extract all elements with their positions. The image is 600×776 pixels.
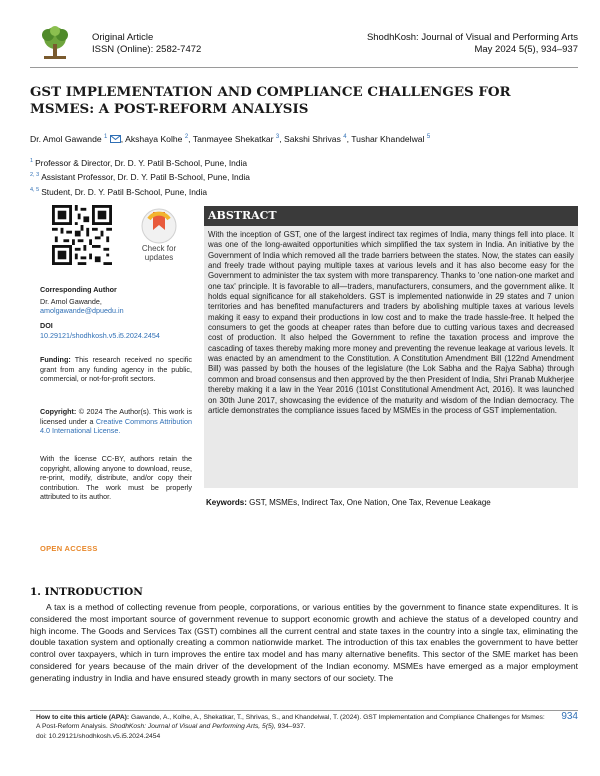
corresponding-email-link[interactable]: amolgawande@dpuedu.in (40, 306, 124, 316)
issn: ISSN (Online): 2582-7472 (92, 44, 202, 55)
author-name[interactable]: Dr. Amol Gawande (30, 133, 102, 144)
keywords-text: GST, MSMEs, Indirect Tax, One Nation, One Tax, Revenue Leakage (249, 498, 491, 507)
doi-block (40, 321, 192, 340)
funding-text: This research received no specific grant from any funding agency in the public, commercial, or not-for-profit sectors. (40, 355, 192, 384)
affiliation-sup: 1 (30, 158, 34, 164)
journal-meta (367, 32, 578, 56)
doi-link[interactable]: 10.29121/shodhkosh.v5.i5.2024.2454 (40, 330, 160, 340)
author-sup: 3 (275, 134, 280, 140)
cite-text: Gawande, A., Kolhe, A., Shekatkar, T., Shrivas, S., and Khandelwal, T. (2024). GST Implementation and Compliance Challenges for Msmes: A Post-Reform Analysis. (36, 714, 545, 731)
corresponding-heading: Corresponding Author (40, 285, 117, 294)
abstract-panel (204, 206, 578, 488)
cite-label: How to cite this article (APA): (36, 714, 130, 721)
article-meta (92, 32, 201, 56)
author-list: Dr. Amol Gawande $^1$ , Akshaya Kolhe $^2$, Tanmayee Shekatkar $^3$, Sakshi Shrivas $^4$, Tushar Khandelwal $^5$ (30, 133, 431, 144)
copyright-label: Copyright: (40, 407, 77, 416)
author-name[interactable]: Tushar Khandelwal (351, 133, 425, 144)
author-sup: 1 (104, 134, 108, 140)
keywords-label: Keywords: (206, 498, 247, 507)
author-sup: 5 (426, 134, 431, 140)
qr-code-icon[interactable] (52, 205, 112, 265)
doi-heading: DOI (40, 321, 53, 330)
author-sup: 2 (184, 134, 189, 140)
open-access-badge (40, 540, 130, 556)
author-name[interactable]: Tanmayee Shekatkar (192, 133, 274, 144)
journal-name: ShodhKosh: Journal of Visual and Performing Arts (366, 32, 578, 43)
journal-issue: May 2024 5(5), 934–937 (474, 44, 578, 55)
journal-logo-icon (36, 24, 74, 62)
page-title: GST IMPLEMENTATION AND COMPLIANCE CHALLENGES FOR MSMES: A POST-REFORM ANALYSIS (30, 84, 511, 117)
cite-journal: ShodhKosh: Journal of Visual and Performing Arts, 5(5), (109, 723, 276, 731)
funding-block (40, 355, 192, 384)
corresponding-author (40, 285, 192, 316)
check-for-updates-button[interactable] (130, 206, 188, 268)
copyright-text: © 2024 The Author(s). This work is licensed under a (40, 407, 192, 426)
cite-pages: 934–937. (277, 723, 306, 731)
page-header (30, 24, 578, 66)
abstract-heading: ABSTRACT (204, 206, 578, 226)
email-icon[interactable] (110, 135, 121, 143)
copyright-block (40, 407, 192, 436)
author-sup: 4 (343, 134, 347, 140)
affiliation-text: Assistant Professor, Dr. D. Y. Patil B-School, Pune, India (41, 172, 250, 183)
license-block (40, 454, 192, 502)
section-heading: 1. INTRODUCTION (30, 586, 143, 598)
footer-divider (30, 710, 578, 711)
affiliation-text: Student, Dr. D. Y. Patil B-School, Pune, India (41, 186, 208, 197)
keywords (206, 497, 578, 508)
abstract-text: With the inception of GST, one of the largest indirect tax regimes of India, many things fell into place. It was one of the long-awaited opportunities which simplified the tax system in India. An initiative by the Government of India which removed all the trade barriers between the states. Now, the states can easily and freely trade without paying multiple taxes at various levels and it has also become easy for the Government to administer the tax system with more transparency. Thanks to 'one nation-one market and one tax' principle. It is favorable to all—traders, manufacturers, consumers, and the government alike. It holds equal significance for all stakeholders. GST is implemented nationwide in 29 states and 7 union territories and has benefited manufacturers and traders by abolishing multiple taxes at various levels making it easy to expand their productions in low cost and to make the trade hassle-free. It helped the consumers to get the goods at cheaper rates than before due to cutting various taxes and decreased cost of production. It also helped the Government to refine the taxation process and improve the cascading of taxes thereby making more money and preventing the revenue leakage at various levels. It was enacted by an amendment to the Constitution. A Constitution Amendment Bill (122nd Amendment Bill) was passed by both the houses of the legislature (the Lok Sabha and the Rajya Sabha) through common and broad consensus and then approved by the then President of India, Shri Pranab Mukherjee thereby making it a law in the Year 2016 (101st Constitutional Amendment Act, 2016). It was launched on 30th June 2017, showcasing the evidence of the maturity and wisdom of the Indian democracy. The article demonstrates the compliance issues faced by MSMEs in the process of GST implementation. (208, 230, 574, 415)
affiliation (30, 184, 578, 198)
funding-label: Funding: (40, 355, 71, 364)
footer-doi[interactable]: doi: 10.29121/shodhkosh.v5.i5.2024.2454 (36, 732, 161, 740)
affiliation (30, 169, 578, 183)
introduction-text: A tax is a method of collecting revenue from people, corporations, or various entities by the government to finance state expenditures. It is considered the most important source of government revenue to support economic growth and achieve the status of a developed country and high income. The Goods and Services Tax (GST) combines all the current central and state taxes in the country into a single tax, eliminating the double taxation system and optionally creating a common nationwide market. The introduction of this tax enables the government to have better control over taxpayers, which in turn improves the entire tax model and has many alternative benefits. This sector of the SME market has been considered for years because of the main driver of the development of the Indian economy. MSMEs have emerged as a major employment generating industry in India and have ensured steady growth in many sectors of our society. The (30, 602, 578, 683)
corresponding-name: Dr. Amol Gawande, (40, 296, 102, 306)
author-name[interactable]: Akshaya Kolhe (125, 133, 183, 144)
affiliation (30, 155, 578, 169)
author-name[interactable]: Sakshi Shrivas (284, 133, 341, 144)
check-updates-label (130, 244, 188, 262)
article-type: Original Article (92, 32, 154, 43)
affiliation-sup: 2, 3 (30, 172, 40, 179)
affiliation-sup: 4, 5 (30, 186, 40, 193)
page-number: 934 (561, 711, 578, 722)
updates-icon (130, 206, 188, 244)
license-text: With the license CC-BY, authors retain the copyright, allowing anyone to download, reuse, re-print, modify, distribute, and/or copy their contribution. The work must be properly attributed to its author. (40, 454, 192, 502)
affiliation-text: Professor & Director, Dr. D. Y. Patil B-School, Pune, India (35, 157, 248, 168)
open-access-label: OPEN ACCESS (40, 544, 98, 553)
affiliation-list (30, 155, 578, 198)
check-updates-line: updates (144, 253, 174, 262)
check-updates-line: Check for (141, 244, 177, 253)
license-link[interactable]: Creative Commons Attribution 4.0 International License. (40, 416, 192, 436)
citation-footer (36, 713, 546, 741)
header-divider (30, 67, 578, 68)
